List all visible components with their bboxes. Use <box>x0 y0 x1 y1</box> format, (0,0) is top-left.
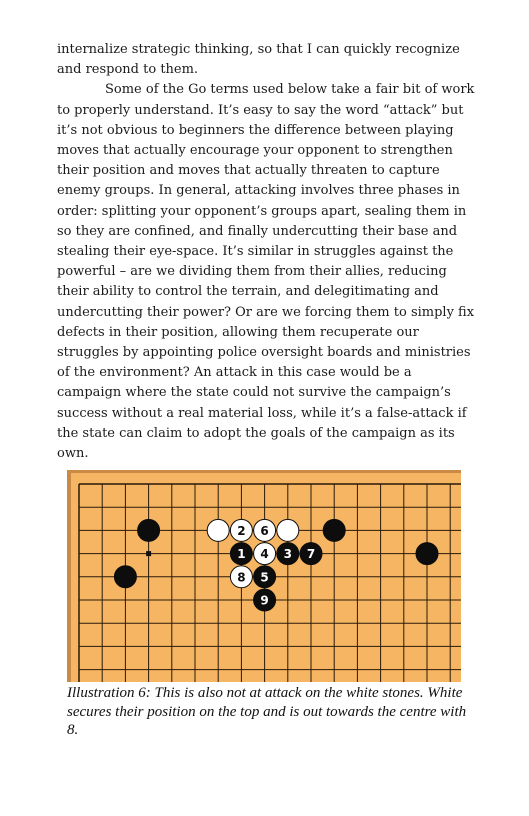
white-stone <box>230 566 252 588</box>
stone-move-number: 6 <box>260 523 269 538</box>
stone-move-number: 3 <box>283 547 292 562</box>
stone-move-number: 8 <box>237 570 246 585</box>
black-stone <box>416 543 438 565</box>
stone-move-number: 7 <box>306 547 316 562</box>
black-stone-disc <box>114 566 136 588</box>
stone-move-number: 9 <box>260 593 269 608</box>
board-top-edge <box>67 470 461 473</box>
stone-move-number: 5 <box>260 570 269 585</box>
paragraph-2: Some of the Go terms used below take a fair bit of work to properly understand. It’s easy to say the word “attack” but it’s not obvious to beginners the difference between playing moves that actually encourage your opponent to strengthen their position and moves that actually threaten to capture enemy groups. In general, attacking involves three phases in order: splitting your opponent’s groups apart, sealing them in so they are confined, and finally undercutting their base and stealing their eye-space. It’s similar in struggles against the powerful – are we dividing them from their allies, reducing their ability to control the terrain, and delegitimating and undercutting their power? Or are we forcing them to simply fix defects in their position, allowing them recuperate our struggles by appointing police oversight boards and ministries of the environment? An attack in this case would be a campaign where the state could not survive the campaign’s success without a real material loss, while it’s a false-attack if the state can claim to adopt the goals of the campaign as its own. <box>57 82 475 462</box>
paragraph-1: internalize strategic thinking, so that I can quickly recognize and respond to them. <box>57 42 460 78</box>
white-stone <box>254 519 276 541</box>
point-marker <box>146 551 151 556</box>
white-stone <box>230 519 252 541</box>
black-stone-disc <box>138 519 160 541</box>
black-stone <box>323 519 345 541</box>
stone-move-number: 4 <box>260 547 269 562</box>
black-stone-disc <box>416 543 438 565</box>
white-stone <box>207 519 229 541</box>
black-stone <box>300 543 322 565</box>
black-stone <box>230 543 252 565</box>
board-left-edge <box>67 470 71 682</box>
stone-move-number: 2 <box>237 523 246 538</box>
black-stone <box>138 519 160 541</box>
black-stone-disc <box>323 519 345 541</box>
stone-move-number: 1 <box>237 547 246 562</box>
body-text <box>57 40 475 464</box>
white-stone-disc <box>207 519 229 541</box>
go-board-diagram <box>67 470 461 682</box>
white-stone <box>254 543 276 565</box>
white-stone-disc <box>277 519 299 541</box>
black-stone <box>254 566 276 588</box>
illustration-caption: Illustration 6: This is also not at attack on the white stones. White secures their position on the top and is out towards the centre with 8. <box>67 685 467 738</box>
black-stone <box>277 543 299 565</box>
white-stone <box>277 519 299 541</box>
black-stone <box>114 566 136 588</box>
black-stone <box>254 589 276 611</box>
board-marks <box>146 551 151 556</box>
